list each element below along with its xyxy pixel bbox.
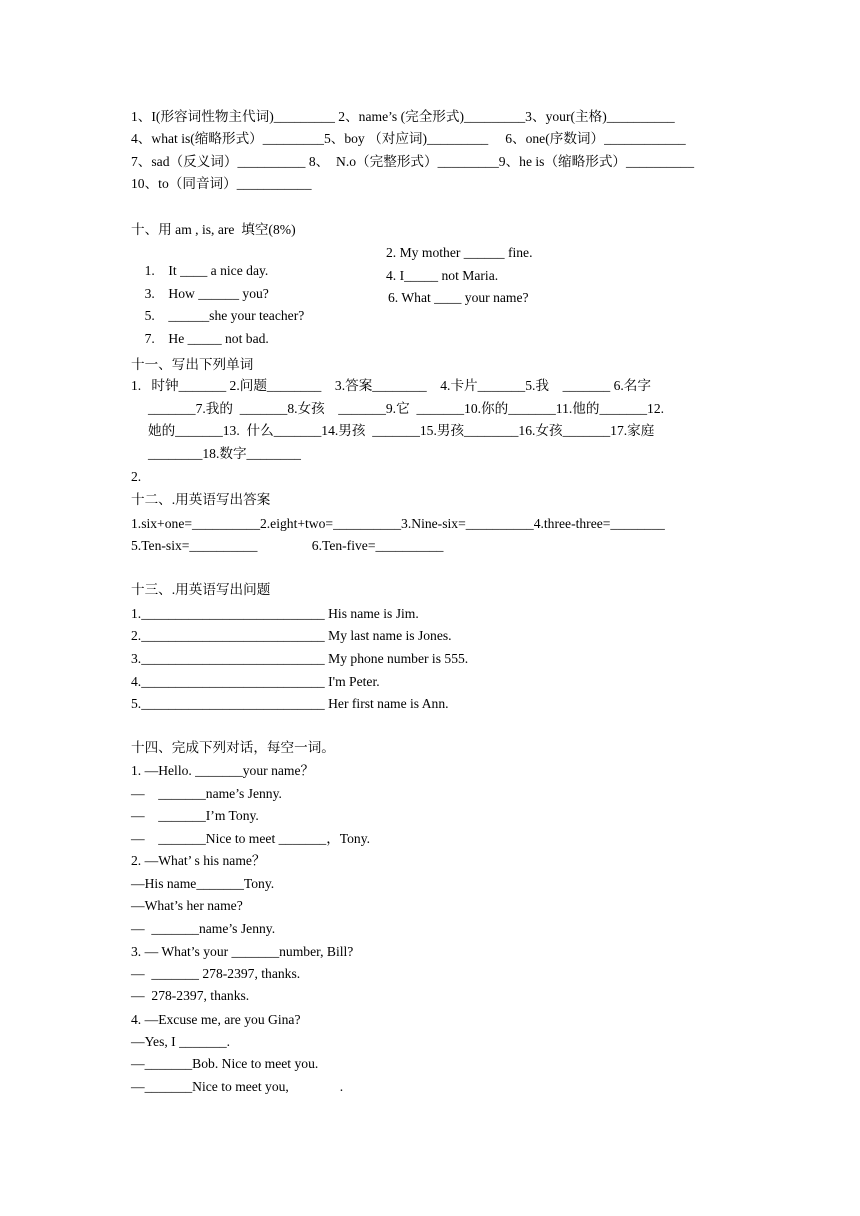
- dialogue-line-11: — 278-2397, thanks.: [131, 988, 250, 1003]
- question-2: 2. My mother ______ fine.: [386, 245, 533, 260]
- dialogue-line-6: —His name_______Tony.: [131, 876, 275, 891]
- section-10-row-4: [131, 312, 751, 346]
- dialogue-line-10: — _______ 278-2397, thanks.: [131, 966, 301, 981]
- section-11-line-2: _______7.我的 _______8.女孩 _______9.它 _______10.你的_______11.他的_______12.: [131, 401, 665, 416]
- intro-line-2: 4、what is(缩略形式）_________5、boy （对应词)_________ 6、one(序数词）____________: [131, 131, 686, 146]
- dialogue-line-4: — _______Nice to meet _______，Tony.: [131, 831, 371, 846]
- dialogue-line-7: —What’s her name?: [131, 898, 243, 913]
- question-1: 1. It ____ a nice day.: [144, 263, 269, 278]
- dialogue-line-8: — _______name’s Jenny.: [131, 921, 276, 936]
- section-10-row-3: [131, 289, 751, 323]
- question-5: 5. ______she your teacher?: [144, 308, 305, 323]
- section-14-title: 十四、完成下列对话，每空一词。: [131, 740, 335, 755]
- section-11-line-3: 她的_______13. 什么_______14.男孩 _______15.男孩________16.女孩_______17.家庭: [131, 423, 655, 438]
- section-13-line-1: 1.___________________________ His name is Jim.: [131, 606, 419, 621]
- question-3: 3. How ______ you?: [144, 286, 269, 301]
- intro-line-1: 1、I(形容词性物主代词)_________ 2、name’s (完全形式)_________3、your(主格)__________: [131, 109, 675, 124]
- intro-line-3: 7、sad（反义词）__________ 8、 N.o（完整形式）_________9、he is（缩略形式）__________: [131, 154, 694, 169]
- section-10-title: 十、用 am , is, are 填空(8%): [131, 222, 296, 237]
- section-12-line-1: 1.six+one=__________2.eight+two=__________3.Nine-six=__________4.three-three=________: [131, 516, 665, 531]
- dialogue-line-12: 4. —Excuse me, are you Gina?: [131, 1012, 301, 1027]
- dialogue-line-13: —Yes, I _______.: [131, 1034, 231, 1049]
- section-11-title: 十一、写出下列单词: [131, 357, 254, 372]
- section-11-line-4: ________18.数字________: [131, 446, 301, 461]
- section-13-line-4: 4.___________________________ I'm Peter.: [131, 674, 380, 689]
- question-4: 4. I_____ not Maria.: [386, 268, 499, 283]
- section-12-line-2: 5.Ten-six=__________ 6.Ten-five=__________: [131, 538, 444, 553]
- question-7: 7. He _____ not bad.: [144, 331, 269, 346]
- dialogue-line-2: — _______name’s Jenny.: [131, 786, 282, 801]
- section-13-line-2: 2.___________________________ My last name is Jones.: [131, 628, 452, 643]
- dialogue-line-14: —_______Bob. Nice to meet you.: [131, 1056, 319, 1071]
- section-13-title: 十三、.用英语写出问题: [131, 582, 271, 597]
- section-13-line-5: 5.___________________________ Her first name is Ann.: [131, 696, 449, 711]
- section-13-line-3: 3.___________________________ My phone number is 555.: [131, 651, 469, 666]
- intro-line-4: 10、to（同音词）___________: [131, 176, 312, 191]
- dialogue-line-5: 2. —What’ s his name？: [131, 853, 266, 868]
- dialogue-line-9: 3. — What’s your _______number, Bill?: [131, 944, 354, 959]
- section-12-title: 十二、.用英语写出答案: [131, 492, 271, 507]
- dialogue-line-15: —_______Nice to meet you, .: [131, 1079, 344, 1094]
- section-11-line-5: 2.: [131, 469, 142, 484]
- question-6: 6. What ____ your name?: [388, 290, 529, 305]
- section-11-line-1: 1. 时钟_______ 2.问题________ 3.答案________ 4.卡片_______5.我 _______ 6.名字: [131, 378, 651, 393]
- dialogue-line-3: — _______I’m Tony.: [131, 808, 259, 823]
- dialogue-line-1: 1. —Hello. _______your name？: [131, 763, 315, 778]
